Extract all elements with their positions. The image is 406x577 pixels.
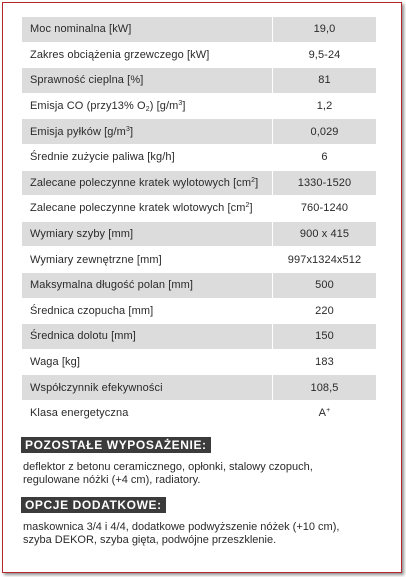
- spec-label: Sprawność cieplna [%]: [22, 68, 273, 94]
- spec-row-outlet-grilles: [22, 170, 376, 196]
- spec-row-efficiency-index: [22, 375, 376, 401]
- spec-value: 997x1324x512: [273, 247, 377, 273]
- spec-value: 108,5: [273, 375, 377, 401]
- spec-label: Zakres obciążenia grzewczego [kW]: [22, 42, 273, 68]
- spec-value: 1330-1520: [273, 170, 377, 196]
- spec-label: Średnica dolotu [mm]: [22, 324, 273, 350]
- spec-row-external-dimensions: [22, 247, 376, 273]
- spec-row-efficiency: [22, 68, 376, 94]
- equipment-line: regulowane nóżki (+4 cm), radiatory.: [23, 474, 201, 486]
- equipment-description: [23, 461, 373, 487]
- spec-label: Waga [kg]: [22, 349, 273, 375]
- options-description: [23, 521, 373, 547]
- spec-value: 220: [273, 298, 377, 324]
- spec-label: Średnica czopucha [mm]: [22, 298, 273, 324]
- spec-label: Zalecane poleczynne kratek wylotowych $[cm^2]$: [22, 170, 273, 196]
- spec-row-flue-diameter: [22, 298, 376, 324]
- spec-value: 500: [273, 272, 377, 298]
- spec-value: 6: [273, 144, 377, 170]
- options-line: szyba DEKOR, szyba gięta, podwójne przeszklenie.: [23, 534, 277, 546]
- equipment-heading: POZOSTAŁE WYPOSAŻENIE:: [21, 437, 211, 453]
- spec-label: Klasa energetyczna: [22, 400, 273, 426]
- spec-row-energy-class: [22, 400, 376, 426]
- equipment-line: deflektor z betonu ceramicznego, opłonki, stalowy czopuch,: [23, 461, 313, 473]
- spec-label: Zalecane poleczynne kratek wlotowych $[cm^2]$: [22, 196, 273, 222]
- spec-value: 19,0: [273, 17, 377, 42]
- spec-label: Emisja pyłków $[g/m^3]$: [22, 119, 273, 145]
- spec-row-inlet-diameter: [22, 324, 376, 350]
- spec-label: Maksymalna długość polan [mm]: [22, 272, 273, 298]
- specifications-table: [22, 17, 376, 427]
- spec-label: Wymiary zewnętrzne [mm]: [22, 247, 273, 273]
- spec-value: 760-1240: [273, 196, 377, 222]
- spec-row-co-emission: [22, 93, 376, 119]
- spec-row-weight: [22, 349, 376, 375]
- options-line: maskownica 3/4 i 4/4, dodatkowe podwyższenie nóżek (+10 cm),: [23, 521, 340, 533]
- spec-label: Emisja CO (przy13% $O_2$) $[g/m^3]$: [22, 93, 273, 119]
- spec-value: 183: [273, 349, 377, 375]
- spec-row-max-log-length: [22, 272, 376, 298]
- spec-value: 900 x 415: [273, 221, 377, 247]
- spec-row-fuel-consumption: [22, 144, 376, 170]
- spec-label: Średnie zużycie paliwa [kg/h]: [22, 144, 273, 170]
- options-heading: OPCJE DODATKOWE:: [21, 497, 166, 513]
- spec-value: 9,5-24: [273, 42, 377, 68]
- spec-value: 0,029: [273, 119, 377, 145]
- spec-value: 150: [273, 324, 377, 350]
- spec-row-inlet-grilles: [22, 196, 376, 222]
- spec-value: 81: [273, 68, 377, 94]
- spec-label: Moc nominalna [kW]: [22, 17, 273, 42]
- spec-row-nominal-power: [22, 17, 376, 42]
- spec-row-glass-dimensions: [22, 221, 376, 247]
- spec-value: A+: [273, 400, 377, 426]
- spec-label: Wymiary szyby [mm]: [22, 221, 273, 247]
- spec-row-heating-range: [22, 42, 376, 68]
- spec-row-dust-emission: [22, 119, 376, 145]
- spec-label: Współczynnik efekywności: [22, 375, 273, 401]
- spec-value: 1,2: [273, 93, 377, 119]
